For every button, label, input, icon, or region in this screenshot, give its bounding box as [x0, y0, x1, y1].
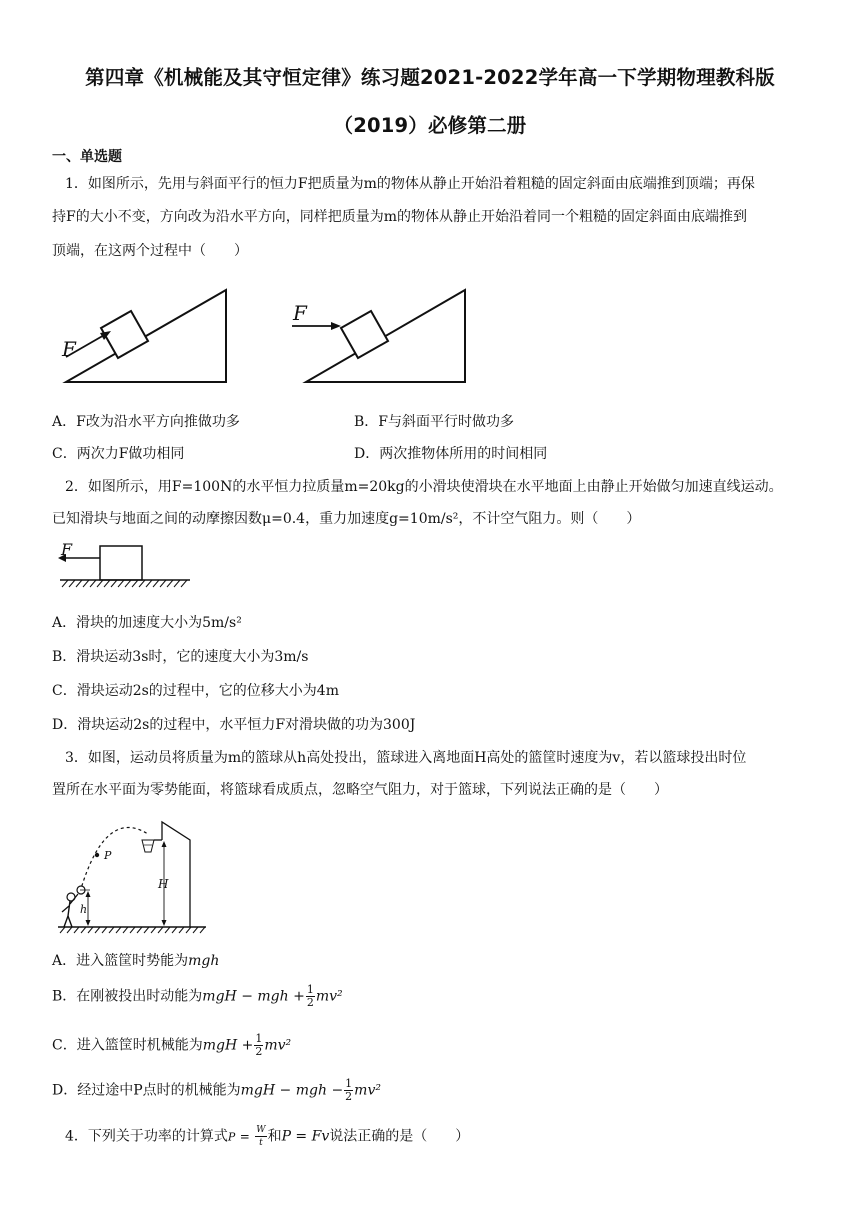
q1-option-d[interactable]: D．两次推物体所用的时间相同	[354, 446, 548, 462]
q3-option-a-text: A．进入篮筐时势能为	[52, 953, 189, 969]
q3-label-H: H	[158, 877, 169, 891]
q3-option-b-text: B．在刚被投出时动能为	[52, 988, 203, 1005]
q2-block	[100, 546, 142, 580]
worksheet-title-line1: 第四章《机械能及其守恒定律》练习题2021-2022学年高一下学期物理教科版	[85, 66, 775, 89]
q1-stem-line3: 顶端，在这两个过程中（ ）	[52, 243, 248, 259]
q3-option-c-text: C．进入篮筐时机械能为	[52, 1037, 203, 1054]
q3-option-b-tail: mv²	[315, 988, 343, 1005]
q1-right-block	[341, 311, 388, 358]
q4-stem-prefix: 4．下列关于功率的计算式	[65, 1128, 228, 1145]
section-heading: 一、单选题	[52, 149, 122, 165]
q3-ground-hatch	[60, 927, 205, 933]
q3-stem-line2: 置所在水平面为零势能面，将篮球看成质点，忽略空气阻力，对于篮球，下列说法正确的是（ ）	[52, 782, 668, 798]
q4-formula-eq: =	[239, 1129, 250, 1144]
q4-stem-mid: 和	[267, 1128, 282, 1145]
q1-option-c[interactable]: C．两次力F做功相同	[52, 446, 185, 462]
q3-option-c-formula: mgH +	[202, 1037, 254, 1054]
q2-ground-hatch	[62, 580, 187, 587]
q3-option-d[interactable]	[52, 1078, 381, 1103]
q1-right-force-label: F	[293, 301, 307, 325]
q3-stem-line1: 3．如图，运动员将质量为m的篮球从h高处投出，篮球进入离地面H高处的篮筐时速度为v，若以篮球投出时位	[65, 750, 747, 766]
q2-option-b[interactable]: B．滑块运动3s时，它的速度大小为3m/s	[52, 649, 309, 665]
q3-basket-net	[142, 840, 154, 852]
q1-stem-line2: 持F的大小不变，方向改为沿水平方向，同样把质量为m的物体从静止开始沿着同一个粗糙的固定斜面由底端推到	[52, 209, 747, 225]
q4-formula-fraction: $\frac{W}{t}$	[256, 1125, 266, 1148]
q2-block-figure	[50, 540, 250, 590]
q3-point-p	[95, 853, 99, 857]
q3-option-b-fraction: $\frac{1}{2}$	[306, 983, 314, 1009]
q4-stem-suffix: 说法正确的是（ ）	[329, 1128, 470, 1145]
q1-option-b[interactable]: B．F与斜面平行时做功多	[354, 414, 515, 430]
q1-left-force-label: F	[62, 337, 76, 361]
q3-hoop-stand	[162, 822, 190, 927]
q3-option-b-formula: mgH − mgh +	[202, 988, 305, 1005]
q3-option-a[interactable]	[52, 950, 219, 970]
q2-stem-line2: 已知滑块与地面之间的动摩擦因数μ=0.4，重力加速度g=10m/s²，不计空气阻力。则（ ）	[52, 511, 641, 527]
worksheet-title-line2: （2019）必修第二册	[333, 114, 527, 137]
q3-label-p: P	[104, 849, 112, 862]
q2-force-label: F	[61, 540, 73, 559]
q3-option-d-tail: mv²	[354, 1082, 381, 1099]
q3-trajectory	[80, 827, 148, 892]
q3-basketball-figure	[50, 812, 250, 937]
q1-stem-line1: 1．如图所示，先用与斜面平行的恒力F把质量为m的物体从静止开始沿着粗糙的固定斜面由底端推到顶端；再保	[65, 176, 755, 192]
q3-option-d-fraction: $\frac{1}{2}$	[345, 1077, 353, 1103]
q3-option-a-formula: mgh	[188, 953, 220, 969]
q4-formula-power: P = Fv	[281, 1128, 330, 1145]
q3-option-c-fraction: $\frac{1}{2}$	[255, 1032, 263, 1058]
q2-option-c[interactable]: C．滑块运动2s的过程中，它的位移大小为4m	[52, 683, 339, 699]
q3-athlete-body	[64, 901, 70, 927]
q3-option-c[interactable]	[52, 1033, 291, 1058]
q4-stem	[65, 1124, 469, 1149]
q2-option-d[interactable]: D．滑块运动2s的过程中，水平恒力F对滑块做的功为300J	[52, 717, 416, 733]
q4-formula-p: P	[227, 1130, 236, 1144]
q3-option-d-formula: mgH − mgh −	[240, 1082, 344, 1099]
q3-option-c-tail: mv²	[264, 1037, 292, 1054]
q1-incline-figures	[0, 280, 860, 400]
q2-option-a[interactable]: A．滑块的加速度大小为5m/s²	[52, 615, 242, 631]
q1-option-a[interactable]: A．F改为沿水平方向推做功多	[52, 414, 240, 430]
q2-stem-line1: 2．如图所示，用F=100N的水平恒力拉质量m=20kg的小滑块使滑块在水平地面上由静止开始做匀加速直线运动。	[65, 479, 783, 495]
q3-option-d-text: D．经过途中P点时的机械能为	[52, 1082, 241, 1099]
q3-option-b[interactable]	[52, 984, 343, 1009]
q3-label-h: h	[80, 903, 88, 916]
